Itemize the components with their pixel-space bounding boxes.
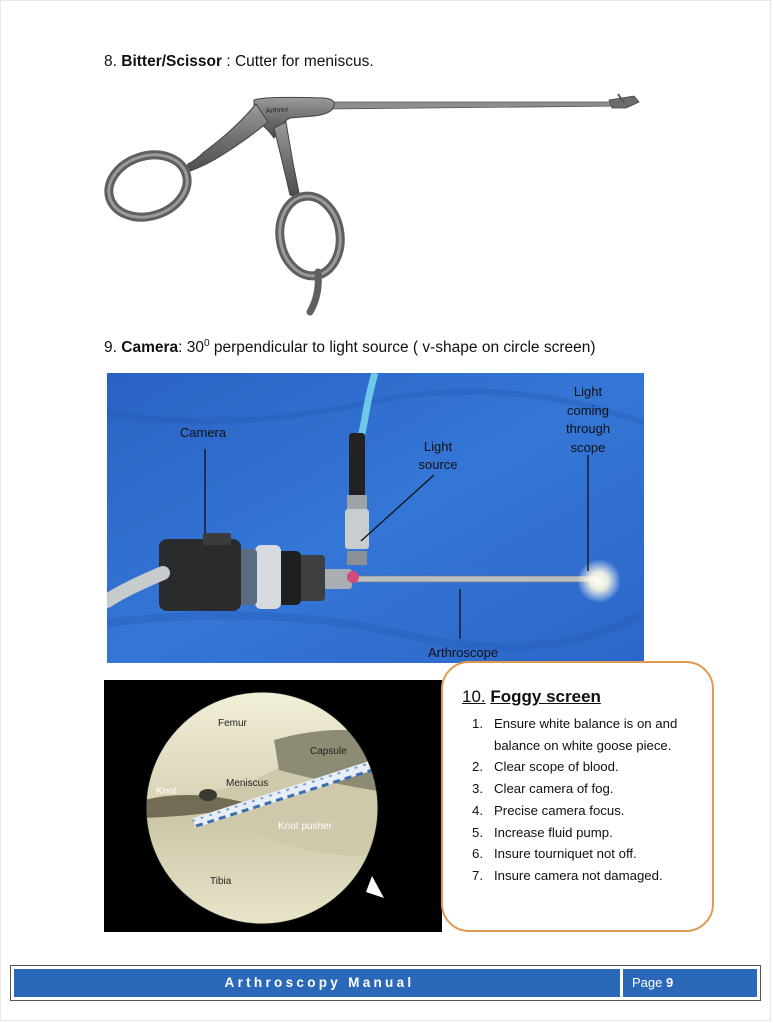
list-item-text: Increase fluid pump. — [494, 824, 613, 840]
list-item — [462, 756, 707, 778]
capsule-label: Capsule — [310, 746, 347, 757]
page-footer — [10, 965, 761, 1001]
foggy-screen-number: 10. — [462, 687, 486, 706]
item-8-number: 8. — [104, 53, 117, 70]
footer-page-number: 9 — [666, 975, 674, 990]
light-coming-label-line-2: coming — [567, 403, 609, 418]
scissor-brand-marking: Arthrex — [265, 106, 289, 115]
light-source-label-line-1: Light — [423, 439, 453, 454]
list-item-text: Insure camera not damaged. — [494, 867, 663, 883]
item-9-description: perpendicular to light source ( v-shape on circle screen) — [209, 339, 596, 357]
item-9-colon: : — [178, 339, 183, 357]
list-item-text: Clear camera of fog. — [494, 781, 614, 797]
list-item-number: 5. — [472, 824, 483, 840]
light-coming-label-line-1: Light — [573, 384, 603, 399]
femur-label: Femur — [218, 718, 247, 729]
list-item-number: 3. — [472, 781, 483, 797]
list-item — [462, 843, 707, 865]
foggy-screen-title — [462, 687, 601, 707]
foggy-screen-list — [462, 713, 707, 887]
arthroscopic-knee-view — [104, 680, 442, 932]
light-source-label-line-2: source — [418, 457, 458, 472]
item-8-heading — [104, 53, 374, 71]
item-9-angle: 30 — [186, 339, 204, 357]
list-item-text: Insure tourniquet not off. — [494, 846, 637, 862]
list-item-number: 6. — [472, 846, 483, 862]
light-coming-label-line-4: scope — [570, 440, 606, 455]
arthroscope-label: Arthroscope — [427, 645, 499, 660]
light-coming-label-line-3: through — [565, 421, 611, 436]
footer-page — [632, 969, 673, 997]
item-9-term: Camera — [121, 339, 179, 357]
item-8-term: Bitter/Scissor — [121, 53, 223, 70]
footer-bar — [14, 969, 757, 997]
arthroscope-camera-photo — [107, 373, 644, 663]
list-item-number: 1. — [472, 716, 483, 731]
item-8-description: : Cutter for meniscus. — [222, 53, 374, 70]
list-item-number: 7. — [472, 867, 483, 883]
list-item — [462, 778, 707, 800]
list-item-number: 2. — [472, 759, 483, 775]
camera-label: Camera — [179, 425, 227, 440]
list-item-text: Precise camera focus. — [494, 802, 625, 818]
item-9-superscript: 0 — [204, 338, 210, 349]
foggy-screen-box — [441, 661, 714, 932]
knot-label: Knot — [156, 786, 177, 797]
list-item-text: Clear scope of blood. — [494, 759, 619, 775]
item-9-number: 9. — [104, 339, 117, 357]
list-item — [462, 865, 707, 887]
footer-page-label: Page — [632, 975, 663, 990]
arthroscopic-scissor-image — [104, 90, 644, 320]
knee-scope-image — [104, 680, 442, 932]
knot-pusher-label: Knot pusher — [278, 821, 332, 832]
list-item-number: 4. — [472, 802, 483, 818]
footer-title: Arthroscopy Manual — [224, 975, 415, 990]
list-item-text: Ensure white balance is on and balance on white goose piece. — [494, 716, 678, 753]
item-9-heading — [104, 338, 596, 357]
list-item — [462, 800, 707, 822]
meniscus-label: Meniscus — [226, 778, 269, 789]
foggy-screen-title-text: Foggy screen — [490, 687, 601, 706]
list-item — [462, 822, 707, 844]
tibia-label: Tibia — [210, 876, 232, 887]
footer-divider — [620, 969, 623, 997]
list-item — [462, 713, 707, 756]
